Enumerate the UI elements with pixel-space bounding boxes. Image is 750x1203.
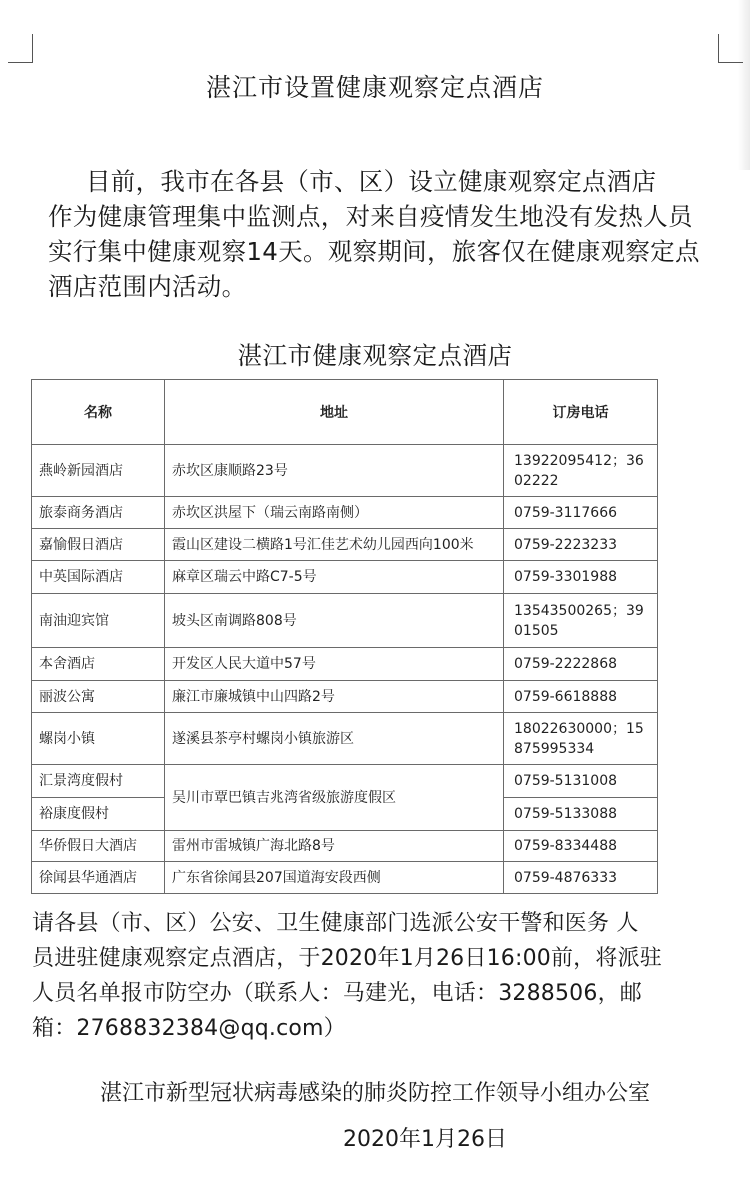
hotel-phone: 13543500265；3901505 [504,594,658,648]
hotel-phone: 0759-2222868 [504,648,658,681]
hotel-phone: 0759-5133088 [504,798,658,831]
hotel-phone: 0759-2223233 [504,529,658,561]
column-header-phone: 订房电话 [504,380,658,445]
hotel-address: 霞山区建设二横路1号汇佳艺术幼儿园西向100米 [165,529,504,561]
hotel-name: 南油迎宾馆 [32,594,165,648]
closing-line: 员进驻健康观察定点酒店，于2020年1月26日16:00前，将派驻 [32,946,662,971]
hotel-address: 开发区人民大道中57号 [165,648,504,681]
table-row [32,497,658,529]
issuing-office: 湛江市新型冠状病毒感染的肺炎防控工作领导小组办公室 [99,1081,650,1106]
table-header-row [32,380,658,445]
document-title: 湛江市设置健康观察定点酒店 [205,73,544,102]
page-corner-mark-left [8,34,33,63]
table-row [32,713,658,765]
intro-line: 酒店范围内活动。 [48,272,247,301]
hotel-phone: 0759-4876333 [504,862,658,894]
hotel-address: 廉江市廉城镇中山四路2号 [165,681,504,713]
hotel-address: 吴川市覃巴镇吉兆湾省级旅游度假区 [165,765,504,831]
hotel-phone: 0759-5131008 [504,765,658,798]
intro-line: 作为健康管理集中监测点，对来自疫情发生地没有发热人员 [48,202,693,231]
hotel-address: 麻章区瑞云中路C7-5号 [165,561,504,594]
hotel-table [31,379,658,894]
hotel-name: 中英国际酒店 [32,561,165,594]
intro-paragraph [48,164,728,304]
table-row [32,561,658,594]
table-row [32,594,658,648]
column-header-name: 名称 [32,380,165,445]
hotel-name: 本舍酒店 [32,648,165,681]
hotel-name: 螺岗小镇 [32,713,165,765]
table-row [32,831,658,862]
hotel-address: 坡头区南调路808号 [165,594,504,648]
hotel-phone: 0759-6618888 [504,681,658,713]
issue-date: 2020年1月26日 [343,1127,507,1152]
hotel-name: 嘉愉假日酒店 [32,529,165,561]
hotel-name: 旅泰商务酒店 [32,497,165,529]
column-header-address: 地址 [165,380,504,445]
hotel-address: 广东省徐闻县207国道海安段西侧 [165,862,504,894]
closing-line: 箱：2768832384@qq.com） [32,1016,346,1041]
hotel-phone: 18022630000；15875995334 [504,713,658,765]
hotel-name: 丽波公寓 [32,681,165,713]
hotel-address: 遂溪县茶亭村螺岗小镇旅游区 [165,713,504,765]
hotel-address: 雷州市雷城镇广海北路8号 [165,831,504,862]
hotel-phone: 0759-3117666 [504,497,658,529]
closing-line: 人员名单报市防空办（联系人：马建光，电话：3288506，邮 [32,981,642,1006]
table-row [32,862,658,894]
hotel-name: 燕岭新园酒店 [32,445,165,497]
hotel-name: 华侨假日大酒店 [32,831,165,862]
hotel-address: 赤坎区康顺路23号 [165,445,504,497]
intro-line: 实行集中健康观察14天。观察期间，旅客仅在健康观察定点 [48,237,700,266]
hotel-phone: 13922095412；3602222 [504,445,658,497]
hotel-phone: 0759-3301988 [504,561,658,594]
hotel-address: 赤坎区洪屋下（瑞云南路南侧） [165,497,504,529]
hotel-phone: 0759-8334488 [504,831,658,862]
table-row [32,648,658,681]
table-title: 湛江市健康观察定点酒店 [237,341,513,370]
closing-line: 请各县（市、区）公安、卫生健康部门选派公安干警和医务 人 [32,911,639,936]
hotel-name: 汇景湾度假村 [32,765,165,798]
table-row [32,765,658,798]
closing-paragraph [32,906,722,1046]
table-row [32,529,658,561]
table-row [32,681,658,713]
hotel-name: 徐闻县华通酒店 [32,862,165,894]
hotel-name: 裕康度假村 [32,798,165,831]
intro-line: 目前，我市在各县（市、区）设立健康观察定点酒店 [86,167,657,196]
table-row [32,445,658,497]
